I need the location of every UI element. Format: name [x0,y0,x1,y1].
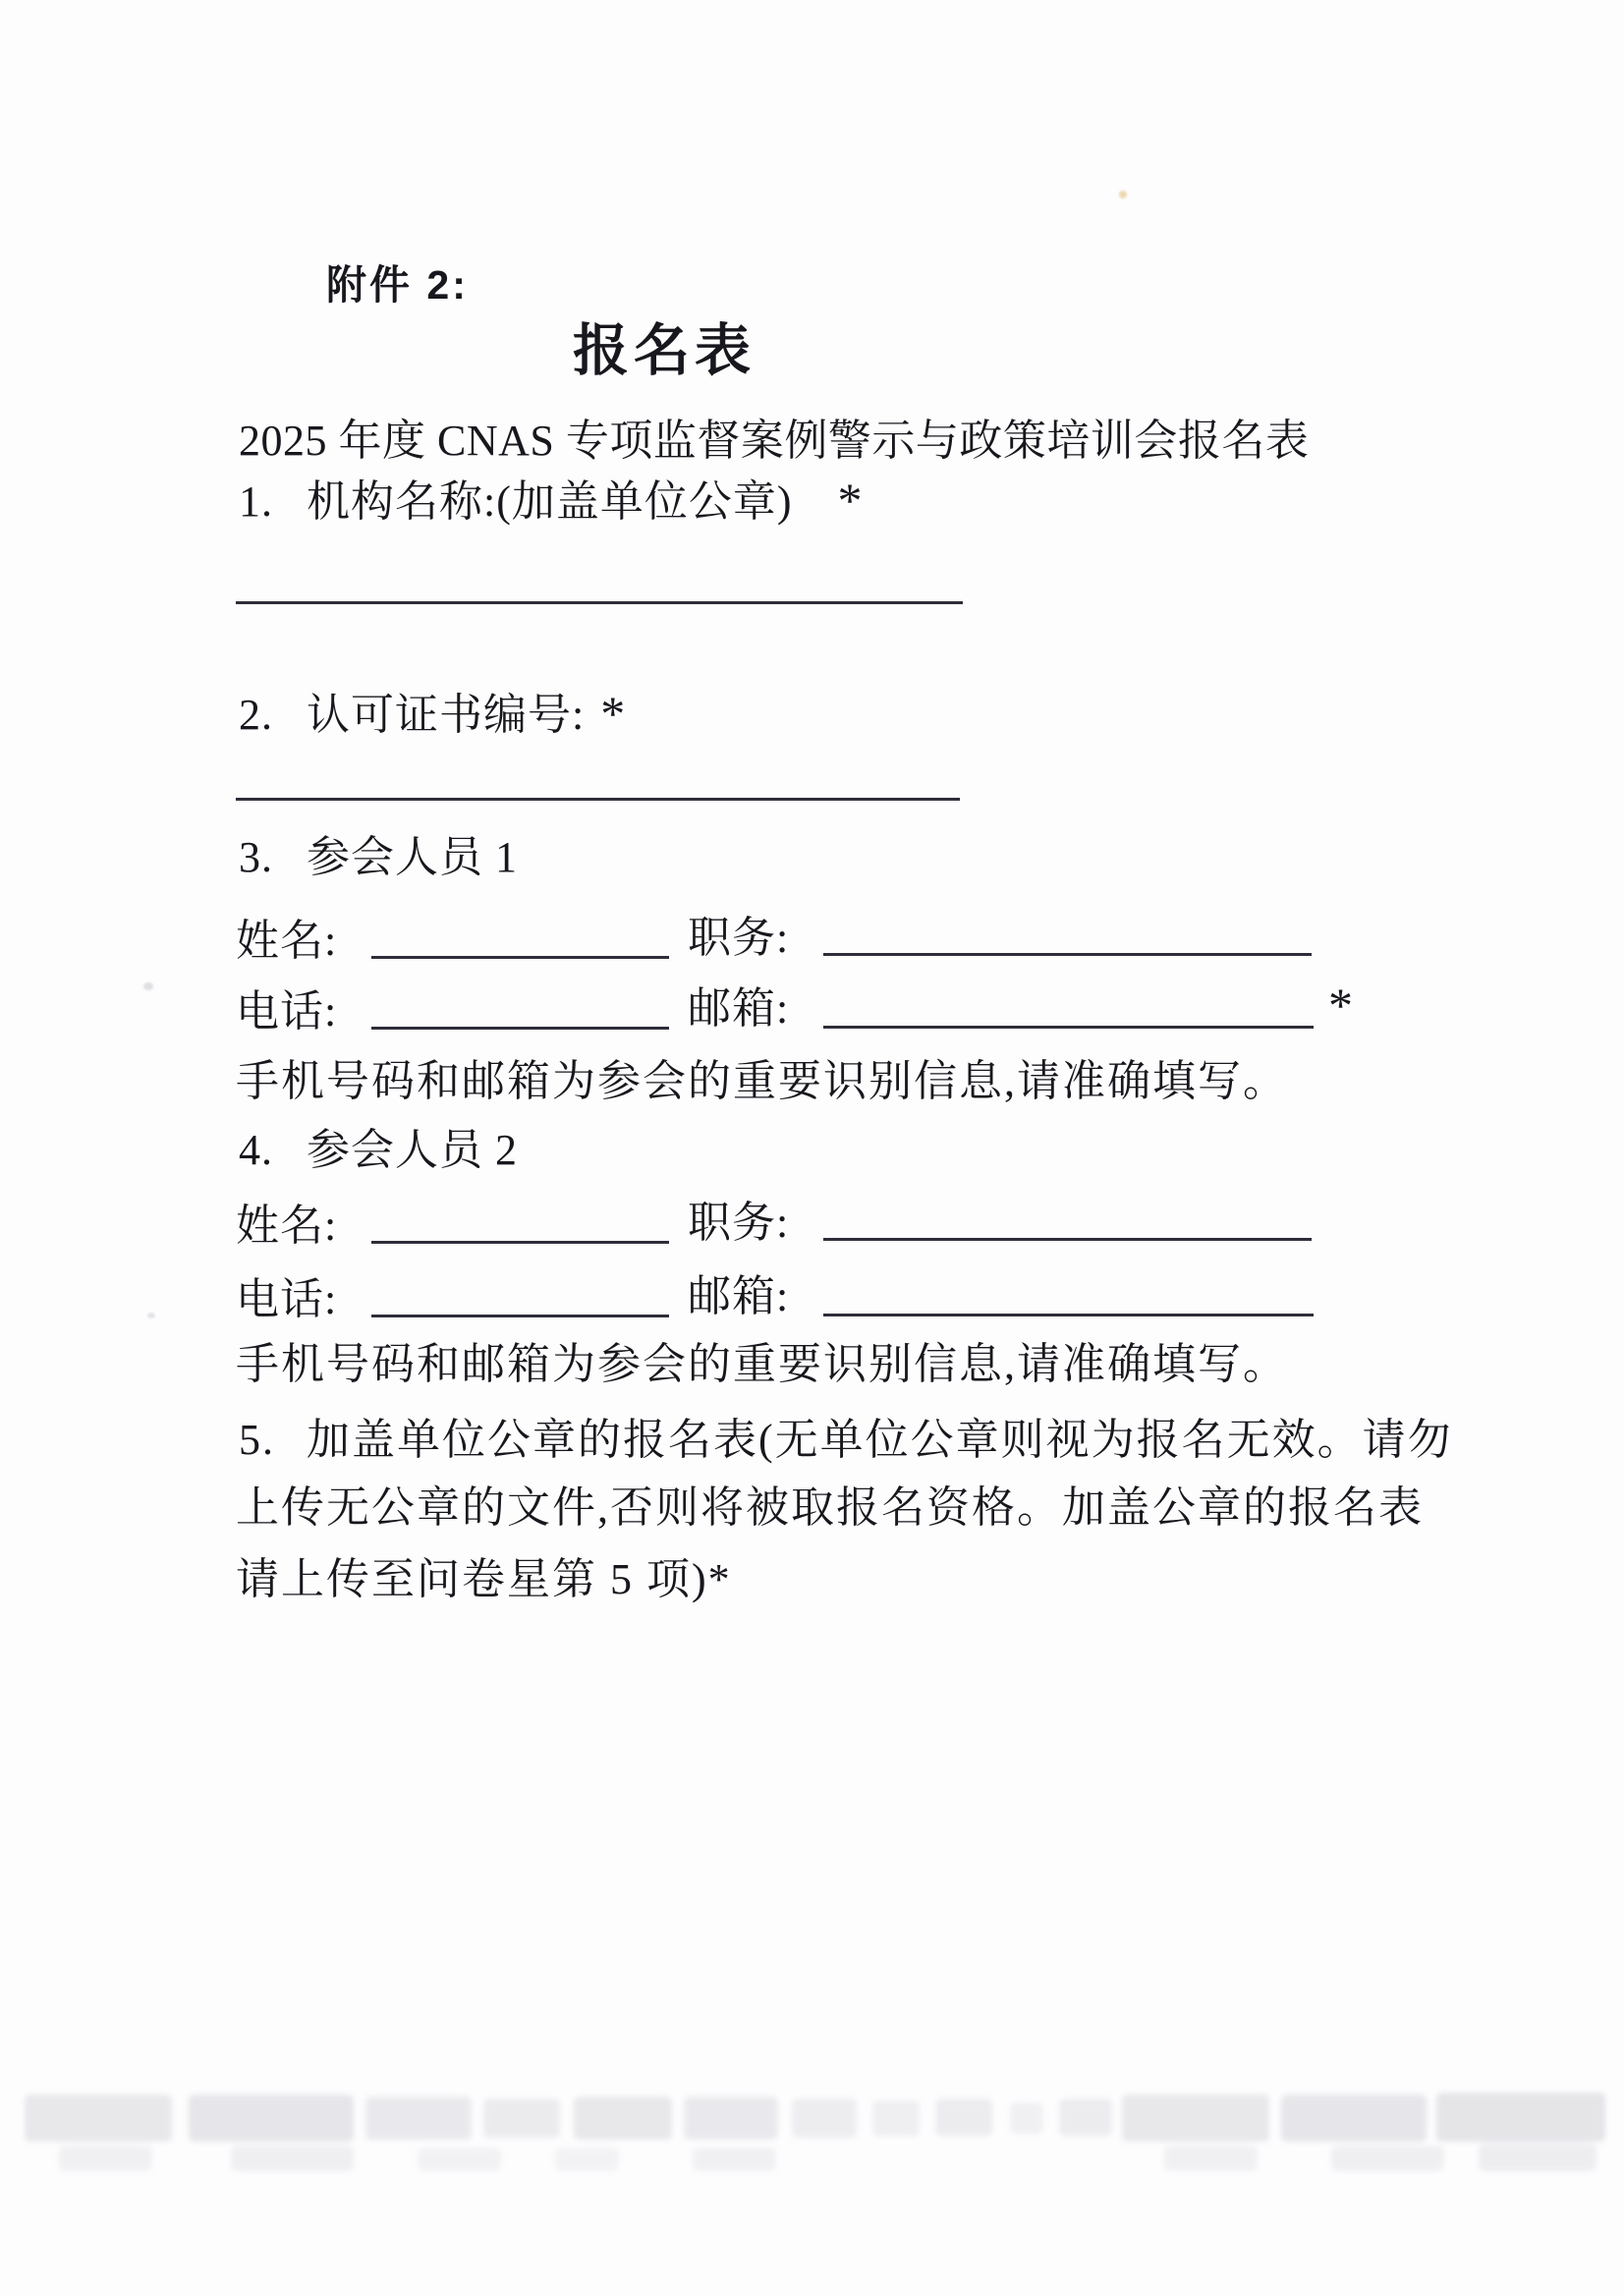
attendee-1-email-required-marker: * [1328,978,1354,1033]
attendee-1-email-fill-line [823,984,1314,1029]
item-3-attendee-1-heading [239,833,518,881]
scan-speck [143,982,153,990]
attendee-1-note: 手机号码和邮箱为参会的重要识别信息,请准确填写。 [236,1057,1288,1105]
scan-artifact [555,2148,619,2171]
scan-artifact [25,2095,172,2142]
scan-artifact [1436,2093,1605,2142]
attendee-1-phone-fill-line [371,987,669,1030]
item-5-stamped-form-line-2: 上传无公章的文件,否则将被取报名资格。加盖公章的报名表 [236,1483,1424,1532]
scan-artifact [231,2146,354,2171]
attendee-2-email-fill-line [823,1272,1314,1316]
item-4-label: 参会人员 2 [307,1126,518,1174]
item-5-stamped-form-line-1 [239,1416,1453,1464]
scan-speck [147,1313,155,1318]
attendee-1-name-label: 姓名: [236,917,338,965]
item-1-fill-line [236,562,963,604]
attendee-1-name-fill-line [371,917,669,959]
scan-artifact [792,2099,857,2138]
scan-artifact [693,2148,776,2171]
scan-artifact [189,2095,354,2142]
attendee-2-email-label: 邮箱: [688,1272,790,1320]
item-5-label-line-1: 加盖单位公章的报名表(无单位公章则视为报名无效。请勿 [307,1416,1453,1464]
scan-artifact [1164,2146,1258,2171]
attendee-2-phone-fill-line [371,1275,669,1317]
item-2-number: 2. [239,691,273,739]
scan-artifact [418,2148,501,2171]
attendee-2-name-fill-line [371,1202,669,1244]
scan-artifact [59,2146,152,2171]
scan-speck [1119,191,1127,198]
attendee-2-phone-label: 电话: [236,1275,338,1323]
form-subtitle: 2025 年度 CNAS 专项监督案例警示与政策培训会报名表 [239,417,1310,465]
item-3-label: 参会人员 1 [307,833,518,881]
item-1-institution-name [239,473,864,528]
item-4-number: 4. [239,1126,273,1174]
attendee-1-title-label: 职务: [688,914,790,962]
item-1-number: 1. [239,477,273,526]
scan-artifact [1059,2099,1112,2136]
attachment-label: 附件 2: [326,262,469,308]
item-1-label: 机构名称:(加盖单位公章) [307,477,793,526]
attendee-2-title-fill-line [823,1199,1312,1241]
item-2-label: 认可证书编号: [307,691,586,739]
attendee-1-phone-label: 电话: [236,987,338,1036]
scan-artifact [574,2097,672,2140]
item-5-stamped-form-line-3: 请上传至问卷星第 5 项)* [236,1555,732,1603]
scan-artifact [1281,2095,1427,2142]
item-1-required-marker: * [837,473,864,528]
scan-artifact [1010,2102,1043,2134]
item-5-number: 5. [239,1416,275,1464]
attendee-1-email-label: 邮箱: [688,984,790,1033]
scan-artifact [365,2097,472,2140]
attendee-1-title-fill-line [823,914,1312,956]
attendee-2-title-label: 职务: [688,1199,790,1247]
page-title: 报名表 [573,319,756,382]
scan-artifact [483,2099,560,2138]
scan-artifact [684,2097,778,2140]
scan-artifact [1331,2146,1444,2171]
item-2-required-marker: * [600,686,627,741]
scan-artifact [872,2100,920,2136]
attendee-2-note: 手机号码和邮箱为参会的重要识别信息,请准确填写。 [236,1340,1288,1388]
scan-artifact [1122,2095,1269,2142]
attendee-2-name-label: 姓名: [236,1202,338,1250]
item-3-number: 3. [239,833,273,881]
scan-artifact [935,2099,992,2136]
item-4-attendee-2-heading [239,1126,518,1174]
scan-artifact [1479,2144,1596,2171]
item-2-certificate-number [239,686,627,741]
item-2-fill-line [236,758,960,801]
